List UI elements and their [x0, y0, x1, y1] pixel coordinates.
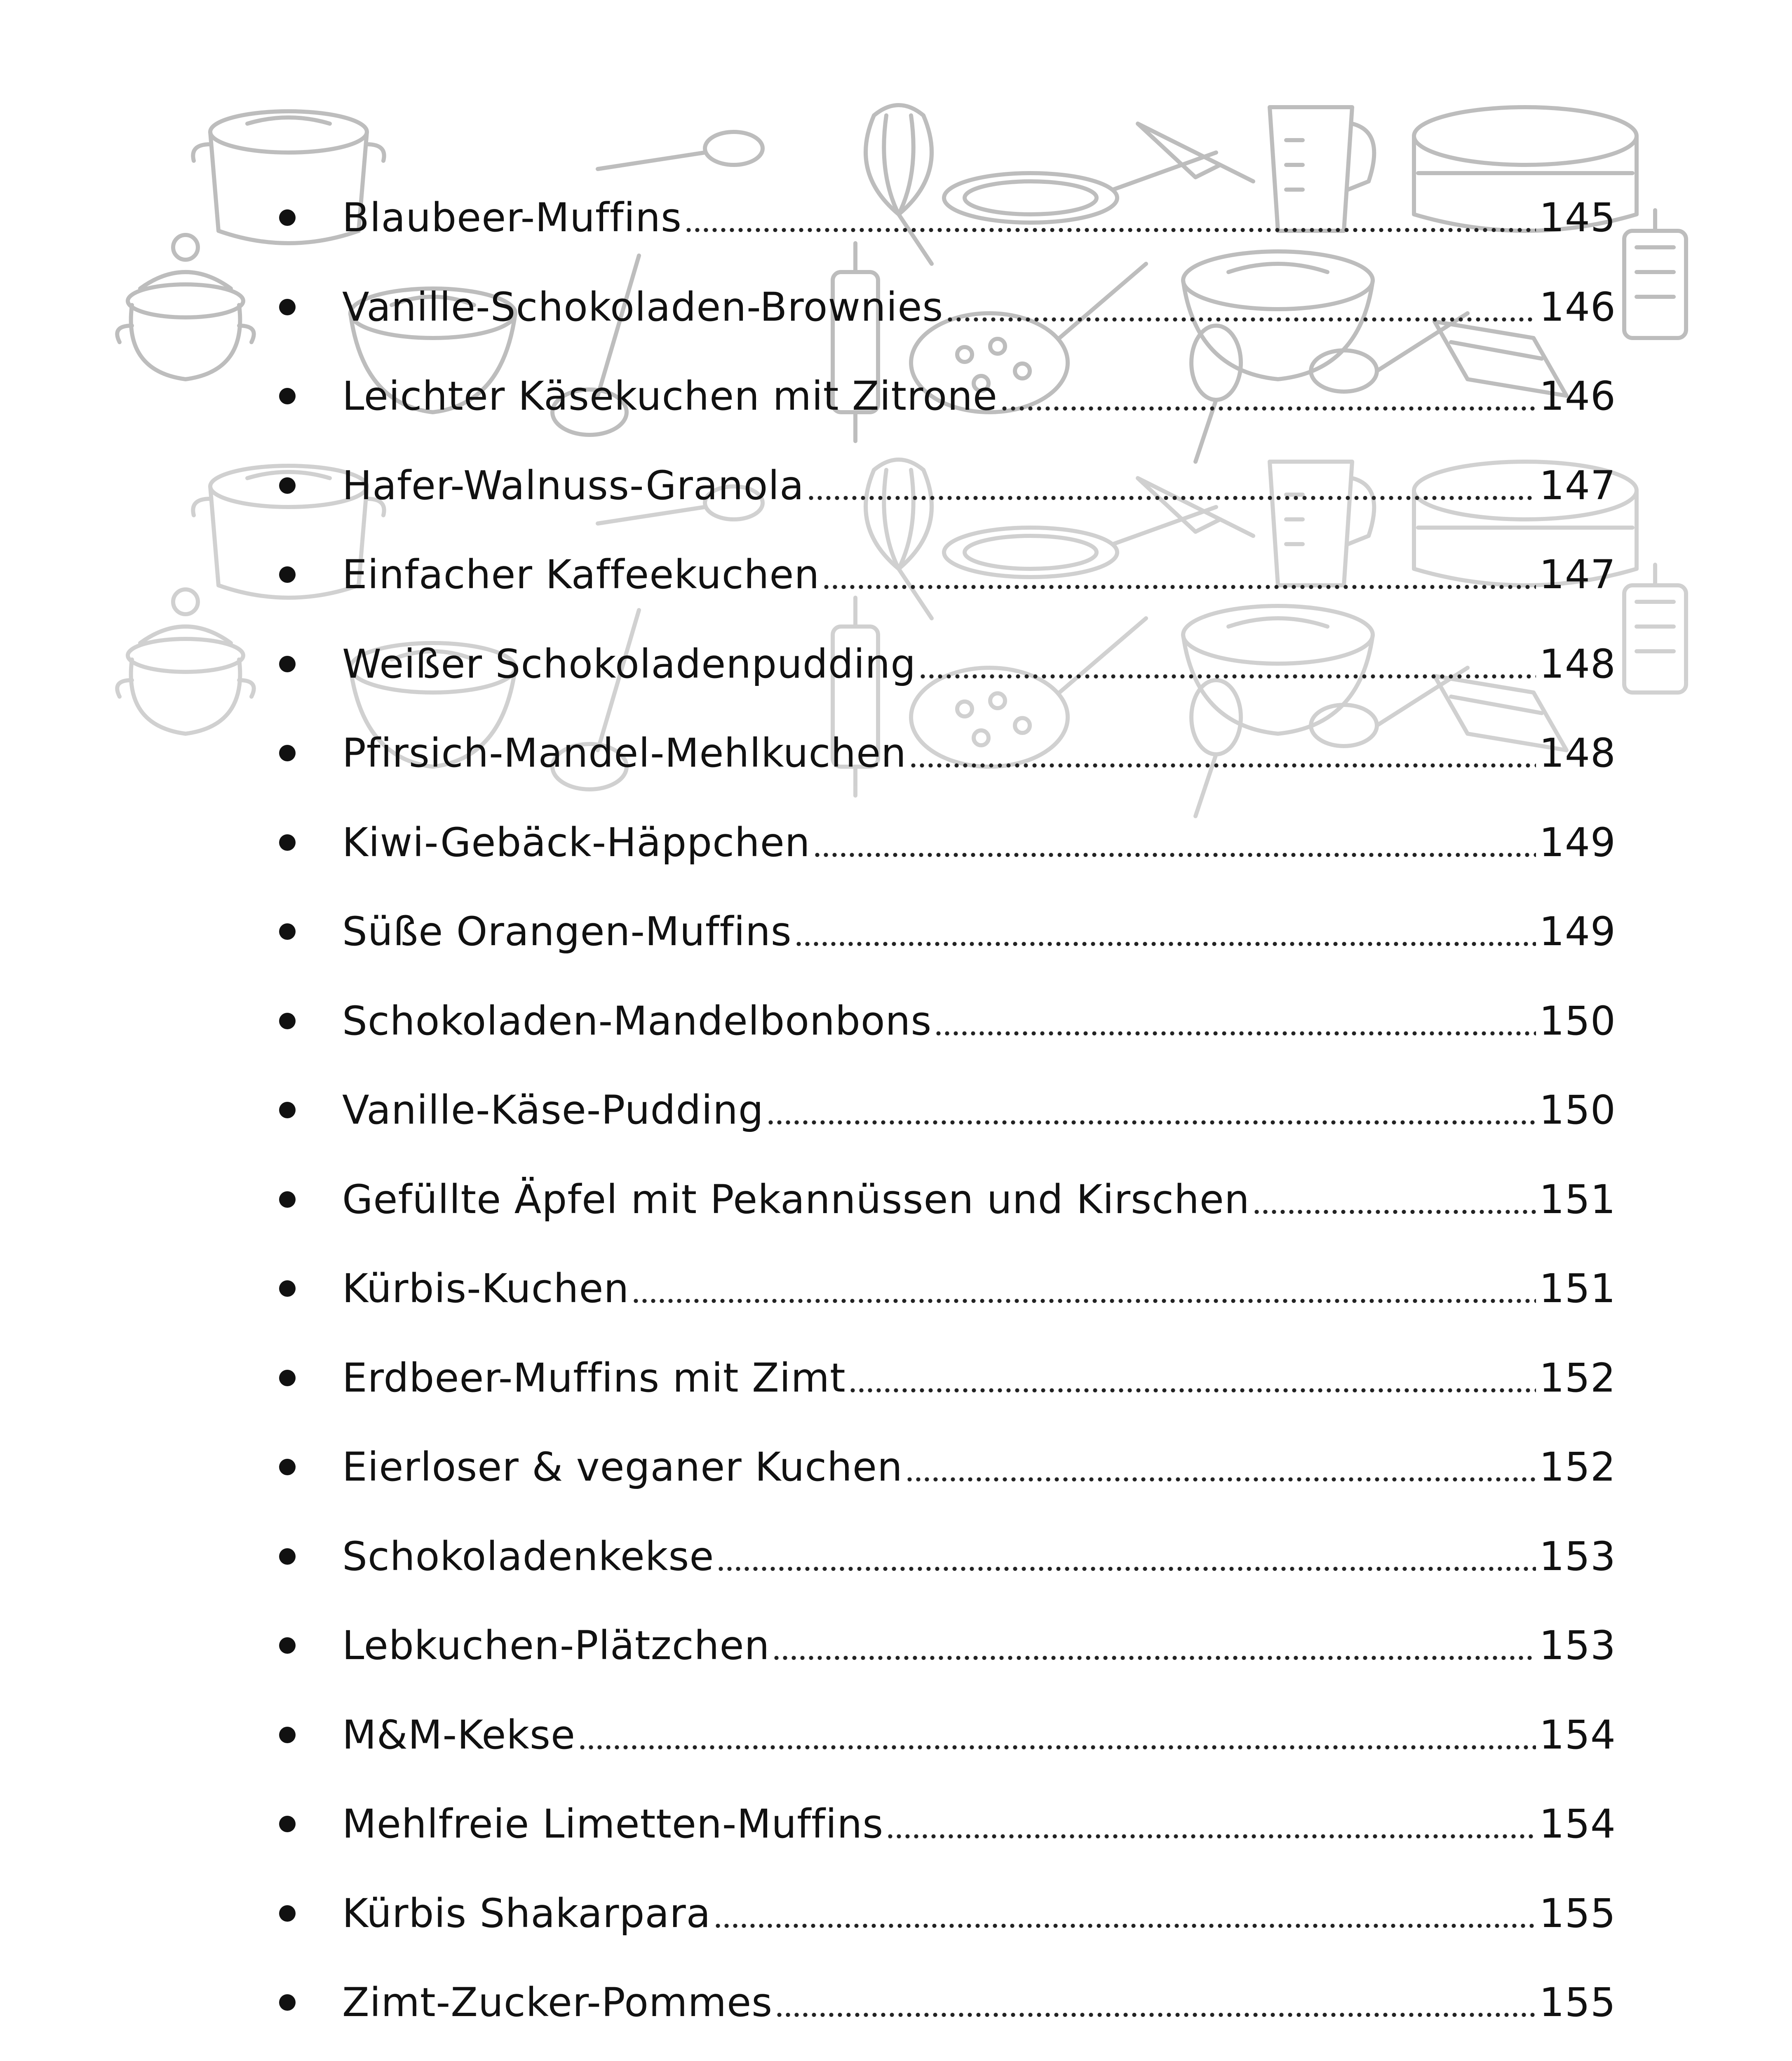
page-number: 155: [1539, 1890, 1616, 1937]
entry-title: Hafer-Walnuss-Granola: [342, 462, 804, 509]
leader-dots: [716, 1567, 1536, 1571]
page-number: 149: [1539, 819, 1616, 866]
leader-dots: [684, 228, 1536, 232]
toc-entry[interactable]: [268, 441, 1616, 531]
page-number: 153: [1539, 1622, 1616, 1669]
entry-title: Kiwi-Gebäck-Häppchen: [342, 819, 810, 866]
leader-dots: [632, 1299, 1536, 1303]
toc-entry[interactable]: [268, 977, 1616, 1066]
entry-title: M&M-Kekse: [342, 1711, 576, 1758]
bullet-icon: [279, 1102, 296, 1118]
page-number: 147: [1539, 552, 1616, 598]
leader-dots: [1252, 1210, 1536, 1214]
toc-entry[interactable]: [268, 620, 1616, 709]
bullet-icon: [279, 834, 296, 851]
leader-dots: [813, 853, 1536, 857]
toc-entry[interactable]: [268, 1690, 1616, 1780]
page-number: 146: [1539, 284, 1616, 330]
bullet-icon: [279, 1370, 296, 1386]
leader-dots: [886, 1834, 1536, 1838]
entry-title: Eierloser & veganer Kuchen: [342, 1444, 903, 1491]
page-number: 148: [1539, 730, 1616, 777]
page-number: 154: [1539, 1711, 1616, 1758]
bullet-icon: [279, 388, 296, 404]
page-number: 149: [1539, 908, 1616, 955]
toc-entry[interactable]: [268, 1333, 1616, 1423]
leader-dots: [934, 1031, 1536, 1035]
page-number: 155: [1539, 1979, 1616, 2026]
page-number: 152: [1539, 1354, 1616, 1401]
toc-entry[interactable]: [268, 709, 1616, 798]
entry-title: Pfirsich-Mandel-Mehlkuchen: [342, 730, 907, 777]
bullet-icon: [279, 1905, 296, 1922]
leader-dots: [946, 317, 1536, 322]
page-number: 148: [1539, 641, 1616, 687]
entry-title: Schokoladen-Mandelbonbons: [342, 998, 932, 1044]
toc-entry[interactable]: [268, 1155, 1616, 1244]
entry-title: Gefüllte Äpfel mit Pekannüssen und Kirschen: [342, 1176, 1250, 1223]
bullet-icon: [279, 1548, 296, 1565]
toc-entry[interactable]: [268, 263, 1616, 352]
toc-entry[interactable]: [268, 798, 1616, 887]
toc-entry[interactable]: [268, 1869, 1616, 1958]
entry-title: Kürbis Shakarpara: [342, 1890, 711, 1937]
bullet-icon: [279, 1637, 296, 1654]
leader-dots: [807, 496, 1536, 500]
bullet-icon: [279, 1191, 296, 1208]
bullet-icon: [279, 1727, 296, 1743]
entry-title: Kürbis-Kuchen: [342, 1265, 629, 1312]
table-of-contents: [268, 173, 1616, 2061]
page-number: 152: [1539, 1444, 1616, 1491]
bullet-icon: [279, 477, 296, 494]
entry-title: Blaubeer-Muffins: [342, 195, 682, 241]
leader-dots: [775, 2013, 1536, 2017]
leader-dots: [766, 1120, 1536, 1124]
toc-entry[interactable]: [268, 1423, 1616, 1512]
bullet-icon: [279, 566, 296, 583]
leader-dots: [1000, 406, 1536, 411]
bullet-icon: [279, 923, 296, 940]
toc-entry[interactable]: [268, 1244, 1616, 1333]
entry-title: Erdbeer-Muffins mit Zimt: [342, 1354, 846, 1401]
bullet-icon: [279, 209, 296, 226]
bullet-icon: [279, 1994, 296, 2011]
bullet-icon: [279, 745, 296, 761]
toc-entry[interactable]: [268, 1066, 1616, 1155]
entry-title: Einfacher Kaffeekuchen: [342, 552, 820, 598]
bullet-icon: [279, 1459, 296, 1475]
toc-entry[interactable]: [268, 1601, 1616, 1690]
bullet-icon: [279, 299, 296, 315]
entry-title: Vanille-Käse-Pudding: [342, 1087, 764, 1134]
page-number: 154: [1539, 1801, 1616, 1847]
entry-title: Schokoladenkekse: [342, 1533, 714, 1580]
toc-entry[interactable]: [268, 887, 1616, 977]
toc-entry[interactable]: [268, 2047, 1616, 2061]
leader-dots: [822, 585, 1536, 589]
entry-title: Zimt-Zucker-Pommes: [342, 1979, 773, 2026]
leader-dots: [772, 1656, 1536, 1660]
leader-dots: [578, 1745, 1536, 1749]
entry-title: Vanille-Schokoladen-Brownies: [342, 284, 944, 330]
toc-entry[interactable]: [268, 1512, 1616, 1601]
page-number: 151: [1539, 1265, 1616, 1312]
leader-dots: [905, 1477, 1536, 1481]
bullet-icon: [279, 1816, 296, 1832]
entry-title: Weißer Schokoladenpudding: [342, 641, 916, 687]
toc-entry[interactable]: [268, 530, 1616, 620]
page-number: 146: [1539, 373, 1616, 420]
leader-dots: [848, 1388, 1536, 1392]
entry-title: Lebkuchen-Plätzchen: [342, 1622, 770, 1669]
page-number: 145: [1539, 195, 1616, 241]
page-number: 151: [1539, 1176, 1616, 1223]
page-number: 147: [1539, 462, 1616, 509]
leader-dots: [714, 1924, 1536, 1928]
leader-dots: [909, 763, 1536, 768]
bullet-icon: [279, 656, 296, 672]
page-number: 150: [1539, 998, 1616, 1044]
toc-entry[interactable]: [268, 352, 1616, 441]
leader-dots: [794, 942, 1536, 946]
entry-title: Mehlfreie Limetten-Muffins: [342, 1801, 884, 1847]
toc-entry[interactable]: [268, 1958, 1616, 2047]
leader-dots: [918, 674, 1536, 678]
bullet-icon: [279, 1280, 296, 1297]
page-number: 153: [1539, 1533, 1616, 1580]
entry-title: Leichter Käsekuchen mit Zitrone: [342, 373, 998, 420]
entry-title: Süße Orangen-Muffins: [342, 908, 792, 955]
bullet-icon: [279, 1013, 296, 1029]
toc-entry[interactable]: [268, 1779, 1616, 1869]
toc-entry[interactable]: [268, 173, 1616, 263]
page-number: 150: [1539, 1087, 1616, 1134]
